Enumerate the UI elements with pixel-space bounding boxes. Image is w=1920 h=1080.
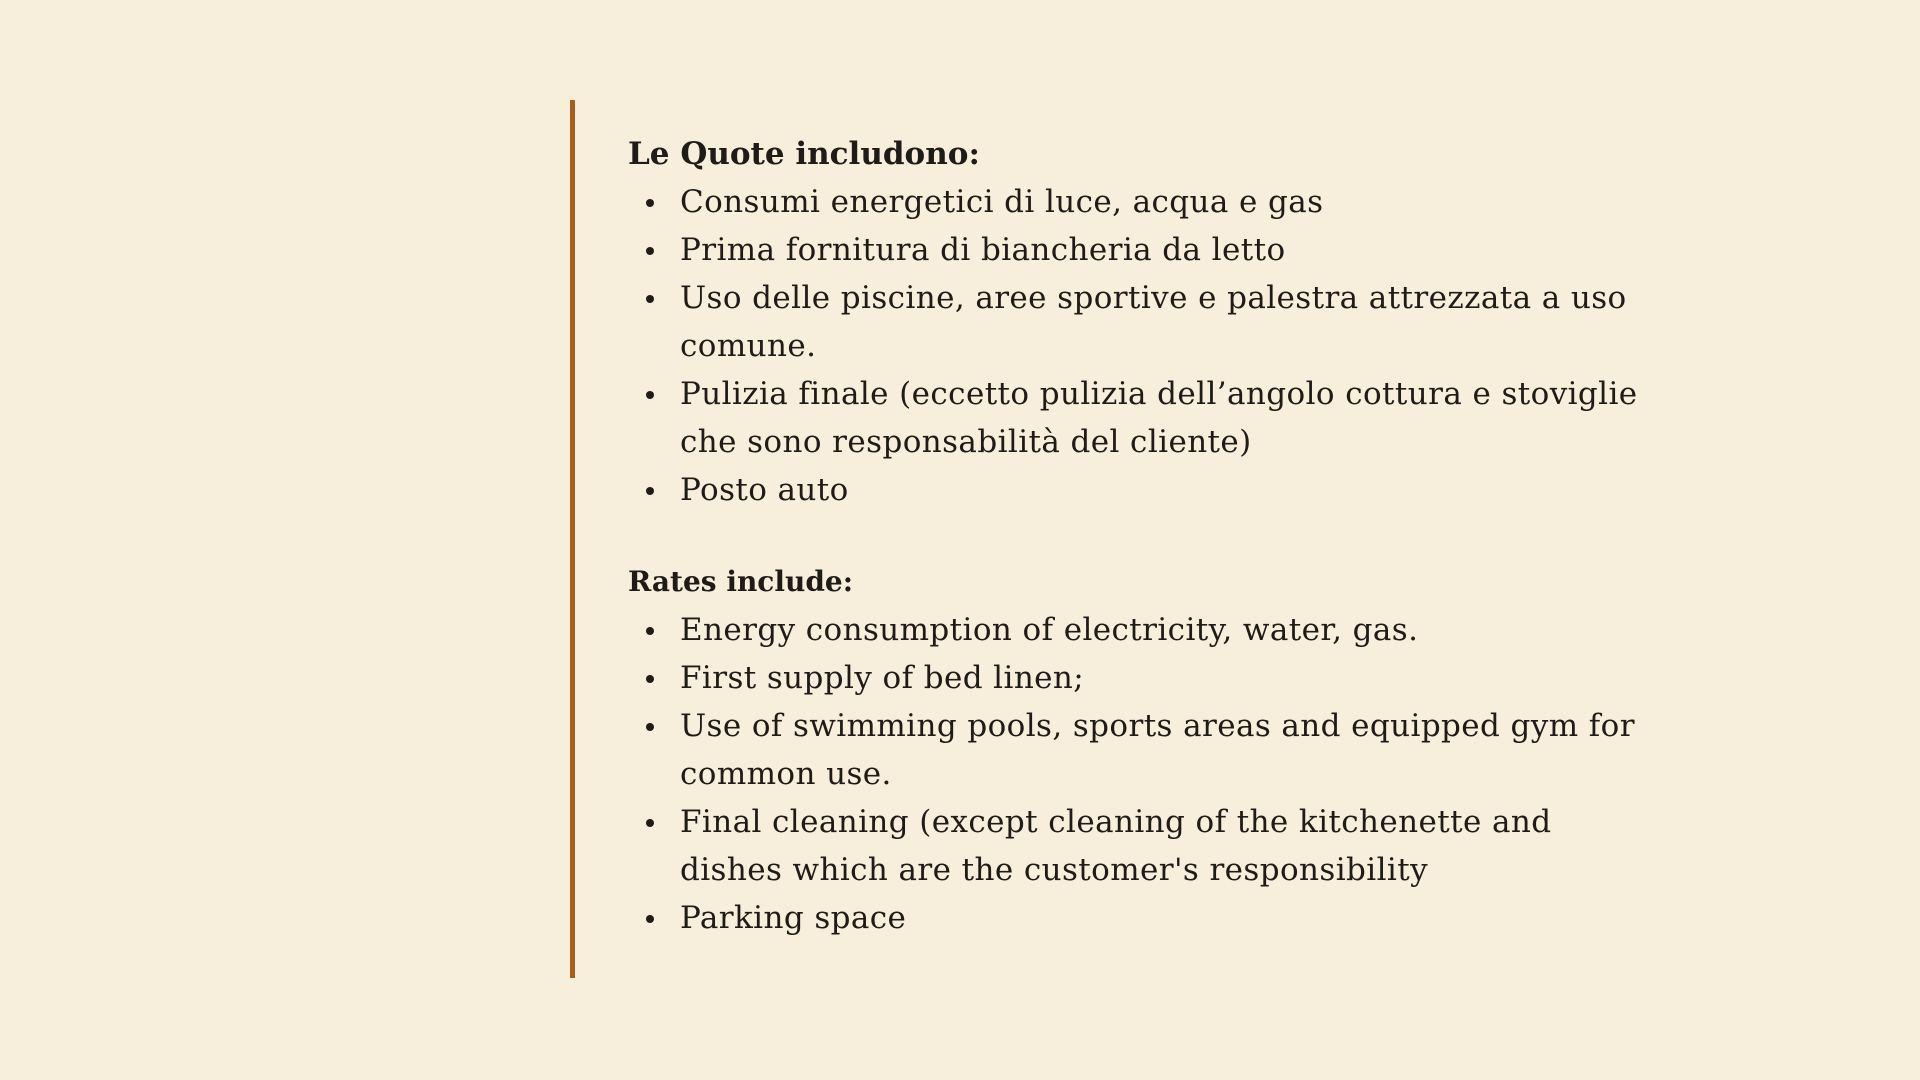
- bullet-icon: [646, 247, 654, 255]
- english-list: [628, 606, 1648, 942]
- italian-item-text: Posto auto: [680, 472, 849, 508]
- italian-list-item: [628, 370, 1648, 466]
- bullet-icon: [646, 199, 654, 207]
- bullet-icon: [646, 391, 654, 399]
- english-list-item: [628, 606, 1648, 654]
- italian-list-item: [628, 274, 1648, 370]
- italian-item-text: Uso delle piscine, aree sportive e palestra attrezzata a uso comune.: [680, 280, 1627, 364]
- bullet-icon: [646, 675, 654, 683]
- italian-item-text: Prima fornitura di biancheria da letto: [680, 232, 1286, 268]
- italian-heading: Le Quote includono:: [628, 136, 980, 172]
- italian-list-item: [628, 226, 1648, 274]
- english-item-text: Energy consumption of electricity, water, gas.: [680, 612, 1419, 648]
- bullet-icon: [646, 295, 654, 303]
- bullet-icon: [646, 915, 654, 923]
- bullet-icon: [646, 723, 654, 731]
- english-list-item: [628, 894, 1648, 942]
- english-heading: Rates include:: [628, 565, 854, 598]
- english-item-text: Use of swimming pools, sports areas and equipped gym for common use.: [680, 708, 1635, 792]
- english-item-text: First supply of bed linen;: [680, 660, 1085, 696]
- italian-item-text: Pulizia finale (eccetto pulizia dell’angolo cottura e stoviglie che sono responsabilità del cliente): [680, 376, 1638, 460]
- english-list-item: [628, 798, 1648, 894]
- section-spacer: [628, 514, 1648, 558]
- english-item-text: Parking space: [680, 900, 907, 936]
- italian-list: [628, 178, 1648, 514]
- italian-list-item: [628, 178, 1648, 226]
- bullet-icon: [646, 487, 654, 495]
- italian-list-item: [628, 466, 1648, 514]
- italian-item-text: Consumi energetici di luce, acqua e gas: [680, 184, 1324, 220]
- bullet-icon: [646, 819, 654, 827]
- english-list-item: [628, 654, 1648, 702]
- english-item-text: Final cleaning (except cleaning of the kitchenette and dishes which are the customer's responsibility: [680, 804, 1552, 888]
- bullet-icon: [646, 627, 654, 635]
- rates-content: [628, 130, 1648, 942]
- english-list-item: [628, 702, 1648, 798]
- accent-bar: [570, 100, 575, 978]
